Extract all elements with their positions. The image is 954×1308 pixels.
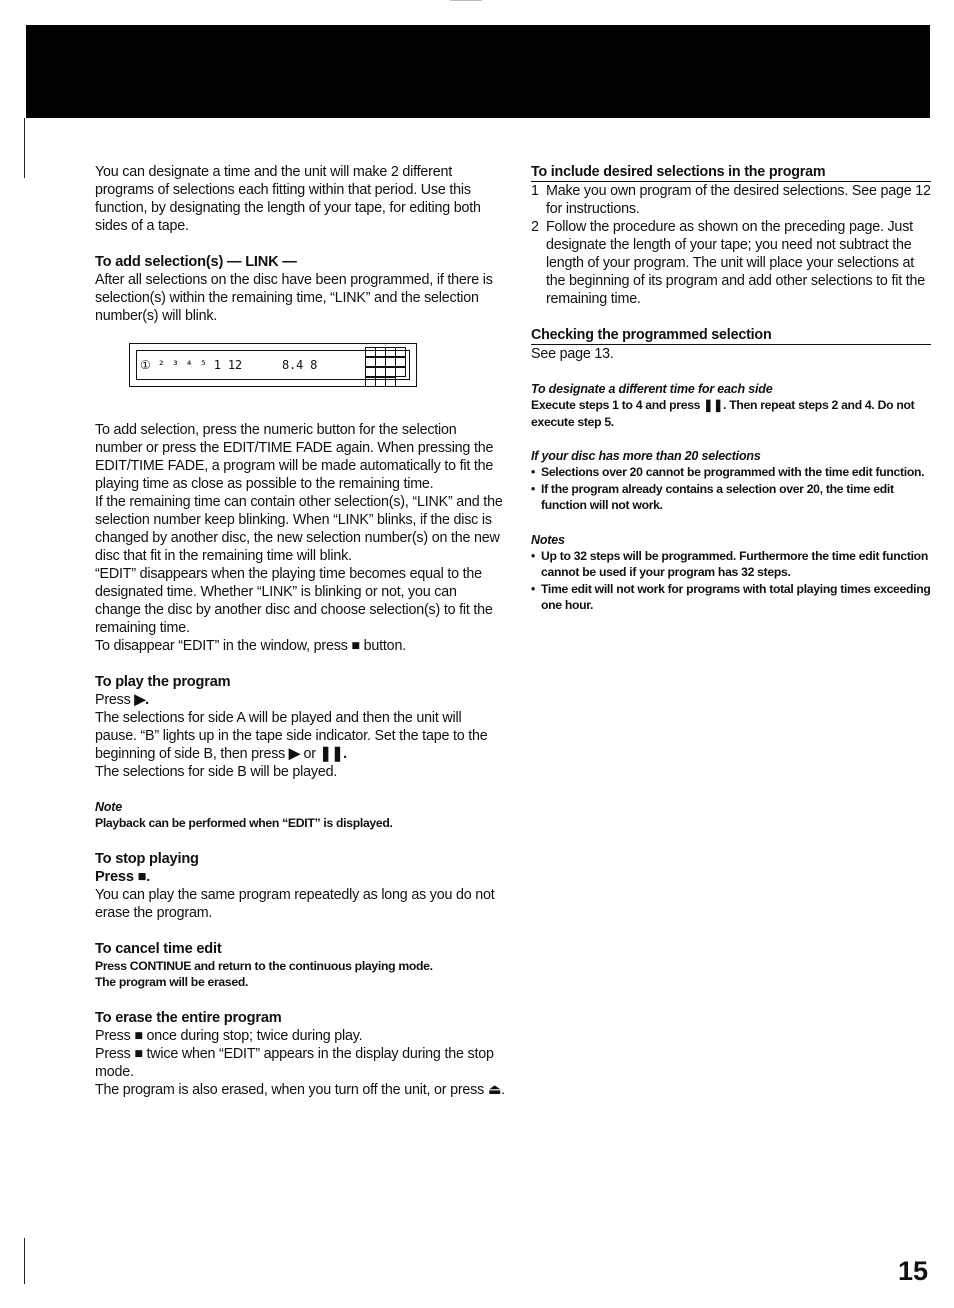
add-paragraph-1: To add selection, press the numeric button for the selection number or press the EDIT/TIME FADE again. When pressing the EDIT/TIME FADE, a program will be made automatically to fit the playing time as close as possible to the remaining time. bbox=[95, 422, 494, 492]
play-heading: To play the program bbox=[95, 674, 231, 690]
left-column bbox=[95, 163, 505, 1099]
display-illustration bbox=[129, 343, 417, 387]
bullet: • bbox=[531, 581, 535, 596]
list-item-text: If the program already contains a selection over 20, the time edit function will not work. bbox=[541, 481, 894, 512]
list-item bbox=[531, 548, 931, 581]
play-symbol-2: ▶ bbox=[288, 746, 300, 762]
over20-heading: If your disc has more than 20 selections bbox=[531, 449, 761, 463]
include-heading: To include desired selections in the program bbox=[531, 163, 931, 182]
play-paragraph-1 bbox=[95, 709, 505, 763]
list-item bbox=[531, 581, 931, 614]
erase-heading: To erase the entire program bbox=[95, 1009, 282, 1026]
play-text: The selections for side A will be played and then the unit will pause. “B” lights up in the tape side indicator. Set the tape to the beginning of side B, then press bbox=[95, 710, 488, 762]
stop-heading: To stop playing bbox=[95, 850, 199, 867]
checking-heading: Checking the programmed selection bbox=[531, 326, 931, 345]
designate-text: Execute steps 1 to 4 and press ❚❚. Then repeat steps 2 and 4. Do not execute step 5. bbox=[531, 398, 915, 429]
erase-text-3: The program is also erased, when you turn off the unit, or press ⏏. bbox=[95, 1081, 505, 1098]
cancel-text-2: The program will be erased. bbox=[95, 975, 249, 989]
add-paragraph-3: “EDIT” disappears when the playing time becomes equal to the designated time. Whether “LINK” is blinking or not, you can change the disc by another disc and choose selection(s) to fit the remaining time. bbox=[95, 566, 493, 636]
over20-list bbox=[531, 464, 931, 514]
step-item bbox=[531, 218, 931, 308]
margin-rule-top bbox=[24, 118, 25, 178]
display-selection-grid bbox=[366, 347, 414, 381]
include-steps bbox=[531, 182, 931, 308]
list-item-text: Time edit will not work for programs with total playing times exceeding one hour. bbox=[541, 581, 931, 612]
add-paragraph-4-text: To disappear “EDIT” in the window, press bbox=[95, 638, 348, 654]
add-paragraph-4-end: button. bbox=[363, 638, 406, 654]
bullet: • bbox=[531, 548, 535, 563]
bullet: • bbox=[531, 465, 535, 479]
bullet: • bbox=[531, 481, 535, 496]
stop-press: Press ■. bbox=[95, 868, 151, 885]
display-mid-digits: 8.4 8 bbox=[282, 358, 318, 372]
link-heading: To add selection(s) — LINK — bbox=[95, 254, 297, 270]
stop-symbol: ■ bbox=[351, 638, 360, 654]
list-item bbox=[531, 464, 931, 481]
pause-symbol: ❚❚. bbox=[319, 746, 347, 762]
erase-text-1: Press ■ once during stop; twice during play. bbox=[95, 1027, 363, 1044]
list-item bbox=[531, 481, 931, 514]
cancel-heading: To cancel time edit bbox=[95, 940, 222, 957]
add-paragraph-4 bbox=[95, 637, 505, 655]
step-number: 2 bbox=[531, 219, 539, 235]
designate-heading: To designate a different time for each side bbox=[531, 382, 773, 396]
play-press-text: Press bbox=[95, 692, 131, 708]
step-item bbox=[531, 182, 931, 218]
note-text: Playback can be performed when “EDIT” is displayed. bbox=[95, 816, 393, 830]
cancel-text-1: Press CONTINUE and return to the continuous playing mode. bbox=[95, 958, 433, 973]
add-paragraph-2: If the remaining time can contain other selection(s), “LINK” and the selection number keep blinking. When “LINK” blinks, if the disc is changed by another disc, the new selection number(s) on the new disc that fit in the remaining time will blink. bbox=[95, 494, 503, 564]
checking-text: See page 13. bbox=[531, 346, 614, 362]
page-number: 15 bbox=[898, 1256, 929, 1286]
play-symbol: ▶. bbox=[134, 692, 149, 708]
step-number: 1 bbox=[531, 183, 539, 199]
top-edge-mark bbox=[450, 0, 482, 1]
header-band bbox=[26, 25, 930, 118]
play-or: or bbox=[303, 746, 316, 762]
notes-list bbox=[531, 548, 931, 614]
margin-rule-bottom bbox=[24, 1238, 25, 1284]
play-press-line bbox=[95, 691, 505, 709]
note-heading: Note bbox=[95, 800, 122, 814]
step-text: Make you own program of the desired selections. See page 12 for instructions. bbox=[546, 183, 931, 217]
step-text: Follow the procedure as shown on the preceding page. Just designate the length of your tape; you need not subtract the length of your program. The unit will place your selections at the beginning of its program and add other selections to fit the remaining time. bbox=[546, 219, 926, 307]
list-item-text: Selections over 20 cannot be programmed with the time edit function. bbox=[541, 465, 925, 479]
play-paragraph-2: The selections for side B will be played. bbox=[95, 764, 338, 780]
right-column bbox=[531, 163, 931, 614]
list-item-text: Up to 32 steps will be programmed. Furthermore the time edit function cannot be used if your program has 32 steps. bbox=[541, 548, 928, 579]
display-left-digits: ① ² ³ ⁴ ⁵ 1 12 bbox=[140, 358, 242, 372]
intro-paragraph: You can designate a time and the unit will make 2 different programs of selections each fitting within that period. Use this function, by designating the length of your tape, for editing both sides of a tape. bbox=[95, 164, 481, 234]
link-paragraph: After all selections on the disc have been programmed, if there is selection(s) within the remaining time, “LINK” and the selection number(s) will blink. bbox=[95, 272, 493, 324]
erase-text-2: Press ■ twice when “EDIT” appears in the display during the stop mode. bbox=[95, 1045, 494, 1080]
stop-text: You can play the same program repeatedly as long as you do not erase the program. bbox=[95, 886, 495, 921]
notes-heading: Notes bbox=[531, 532, 565, 547]
